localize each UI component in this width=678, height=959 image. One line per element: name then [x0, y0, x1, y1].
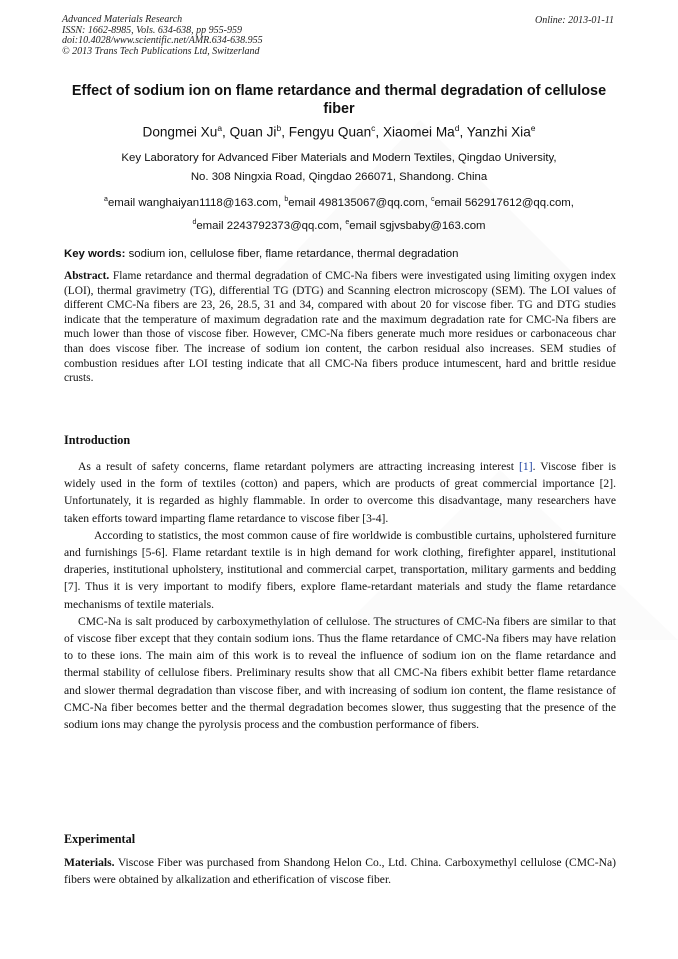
email-sup: e [345, 218, 350, 226]
email-list [62, 190, 616, 236]
doi-line: doi:10.4028/www.scientific.net/AMR.634-638.955 [62, 35, 263, 47]
intro-p1-rest: . Viscose fiber is widely used in the form of textiles (cotton) and papers, which are products of great commercial importance [2]. Unfortunately, it is regarded as highly flammable. In order to overcome this disadvantage, many researchers have taken efforts toward imparting flame retardance to viscose fiber [3-4]. [64, 460, 616, 525]
email-sup: a [104, 196, 108, 203]
email-sup: c [430, 196, 435, 203]
email-a[interactable]: email wanghaiyan1118@163.com [107, 196, 279, 209]
materials-paragraph [64, 854, 616, 888]
experimental-heading: Experimental [64, 832, 136, 846]
intro-paragraph-3: CMC-Na is salt produced by carboxymethylation of cellulose. The structures of CMC-Na fibers are similar to that of viscose fiber except that they contain sodium ions. Thus the flame retardance of CMC-Na fibers may have relation to to these ions. The main aim of this work is to reveal the influence of sodium ion on the flame retardance and thermal stability of cellulose fibers. Preliminary results show that all CMC-Na fibers exhibit better flame retardance and slower thermal degradation than viscose fiber, and with increasing of sodium ion content, the flame resistance of CMC-Na fiber becomes better and the thermal degradation becomes slower, thus suggesting that the presence of the sodium ions may change the pyrolysis process and the combustion performance of fibers. [64, 614, 616, 732]
email-b[interactable]: email 498135067@qq.com [288, 196, 425, 209]
intro-paragraph-2: According to statistics, the most common cause of fire worldwide is combustible curtains, upholstered furniture and furnishings [5-6]. Flame retardant textile is in high demand for work clothing, firefighter apparel, institutional draperies, institutional upholstery, institutional and commercial carpet, transportation, military garments and bedding [7]. Thus it is very important to modify fibers, explore flame-retardant materials and study the flame retardance mechanisms of textile materials. [64, 528, 616, 611]
materials-text: Viscose Fiber was purchased from Shandong Helon Co., Ltd. China. Carboxymethyl cellulose (CMC-Na) fibers were obtained by alkalization and etherification of viscose fiber. [64, 856, 616, 886]
intro-p1-text: As a result of safety concerns, flame retardant polymers are attracting increasing interest [78, 460, 515, 473]
email-sup: d [192, 218, 197, 226]
email-e[interactable]: email sgjvsbaby@163.com [349, 219, 486, 232]
copyright-line: © 2013 Trans Tech Publications Ltd, Switzerland [62, 45, 260, 57]
keywords [64, 248, 618, 260]
author-sup: d [454, 123, 460, 133]
email-line-1: $^a$email wanghaiyan1118@163.com, $^b$email 498135067@qq.com, $^c$email 562917612@qq.com, [104, 196, 574, 209]
author-name: Yanzhi Xia [466, 124, 531, 140]
abstract [64, 269, 616, 386]
journal-meta [62, 15, 263, 57]
keywords-label: Key words: [64, 248, 126, 260]
email-sup: b [284, 196, 289, 203]
author-sup: a [217, 123, 223, 133]
author-name: Fengyu Quan [288, 124, 372, 140]
keywords-text: sodium ion, cellulose fiber, flame retardance, thermal degradation [128, 248, 459, 260]
email-c[interactable]: email 562917612@qq.com [434, 196, 571, 209]
introduction-body [64, 458, 616, 733]
intro-paragraph-1 [64, 458, 616, 527]
paper-title: Effect of sodium ion on flame retardance and thermal degradation of cellulose fiber [71, 83, 607, 117]
introduction-heading: Introduction [64, 433, 131, 447]
author-name: Dongmei Xu [142, 124, 218, 140]
abstract-text: Flame retardance and thermal degradation of CMC-Na fibers were investigated using limiting oxygen index (LOI), thermal gravimetry (TG), differential TG (DTG) and Scanning electron microscopy (SEM). The LOI values of different CMC-Na fibers are 23, 26, 28.5, 31 and 34, compared with about 20 for viscose fiber. TG and DTG studies indicate that the temperature of maximum degradation rate and the maximum degradation rate for CMC-Na fibers are much lower than those of viscose fiber. However, CMC-Na fibers generate much more residues or carbonaceous char than does viscose fiber. The increase of sodium ion content, the carbon residual also increases. SEM studies of combustion residues after LOI testing indicate that all CMC-Na fibers produce intumescent, hard and brittle residue crusts. [64, 270, 616, 385]
author-sup: c [371, 123, 376, 133]
author-name: Xiaomei Ma [382, 124, 455, 140]
issn-line: ISSN: 1662-8985, Vols. 634-638, pp 955-959 [62, 24, 242, 36]
citation-link[interactable]: [1] [519, 460, 533, 473]
materials-label: Materials. [64, 856, 115, 869]
affiliation-line-2: No. 308 Ningxia Road, Qingdao 266071, Shandong. China [190, 170, 488, 183]
email-line-2: $^d$email 2243792373@qq.com, $^e$email sgjvsbaby@163.com [192, 218, 486, 232]
journal-name: Advanced Materials Research [62, 14, 183, 25]
author-name: Quan Ji [229, 124, 277, 140]
email-d[interactable]: email 2243792373@qq.com [196, 219, 339, 232]
affiliation-line-1: Key Laboratory for Advanced Fiber Materials and Modern Textiles, Qingdao University, [121, 152, 557, 164]
author-sup: e [530, 123, 536, 133]
online-date: Online: 2013-01-11 [535, 15, 614, 26]
author-sup: b [276, 123, 282, 133]
author-list: Dongmei Xu$^a$, Quan Ji$^b$, Fengyu Quan$^c$, Xiaomei Ma$^d$, Yanzhi Xia$^e$ [142, 123, 536, 140]
affiliation [62, 149, 616, 186]
abstract-label: Abstract. [64, 270, 110, 282]
